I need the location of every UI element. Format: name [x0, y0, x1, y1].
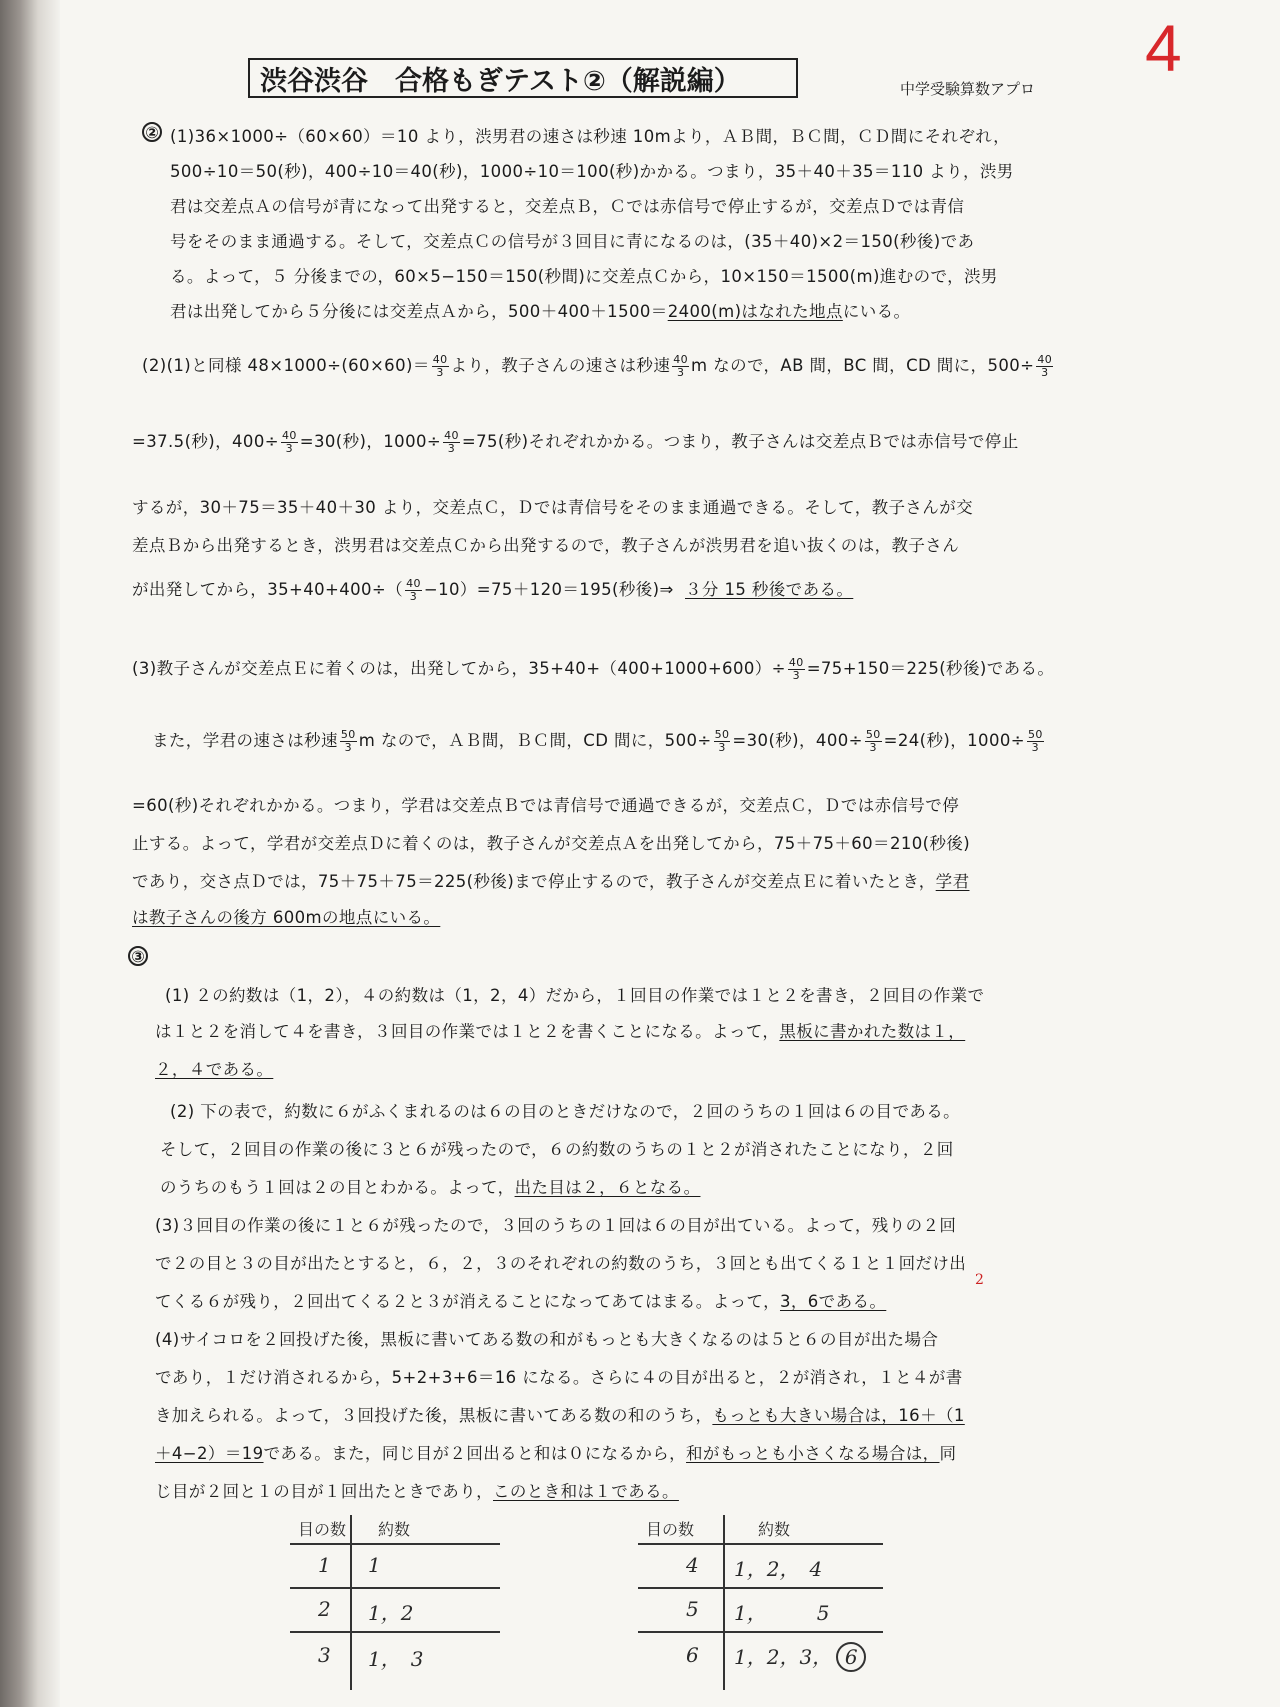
table-cell-divisors: 1，2: [368, 1601, 414, 1625]
text: =75+150＝225(秒後)である。: [806, 659, 1055, 678]
fraction: $\frac{50}{3}$: [865, 728, 881, 754]
text: 君は出発してから５分後には交差点Ａから，500＋400＋1500＝: [170, 302, 668, 321]
question-2-marker: ②: [142, 122, 162, 142]
table-rule: [723, 1515, 725, 1690]
q3-line-9: [155, 1288, 886, 1312]
text: m なので，ＡＢ間，ＢＣ間，CD 間に，500÷: [358, 731, 712, 750]
answer-underline: 出た目は２，６となる。: [514, 1178, 701, 1197]
text: にいる。: [842, 302, 911, 321]
answer-underline: 3，6である。: [779, 1292, 887, 1311]
fraction: $\frac{40}{3}$: [281, 429, 297, 455]
q2-p2-line-2: [132, 428, 1019, 455]
table-cell-divisors: 1， 5: [734, 1601, 830, 1625]
q3-line-5: そして，２回目の作業の後に３と６が残ったので，６の約数のうちの１と２が消されたことになり，２回: [160, 1140, 954, 1159]
table-cell-die: 3: [318, 1643, 331, 1667]
publisher-label: 中学受験算数アプロ: [900, 80, 1036, 98]
page-title: 渋谷渋谷 合格もぎテスト②（解説編）: [248, 58, 798, 98]
q3-line-11: であり，１だけ消されるから，5+2+3+6＝16 になる。さらに４の目が出ると，２が消され，１と４が書: [155, 1368, 963, 1387]
fraction: $\frac{50}{3}$: [340, 728, 356, 754]
q2-p1-line-2: 500÷10＝50(秒)，400÷10＝40(秒)，1000÷10＝100(秒)かかる。つまり，35＋40＋35＝110 より，渋男: [170, 162, 1014, 181]
table-cell-divisors: 1: [368, 1553, 381, 1577]
text: のうちのもう１回は２の目とわかる。よって，: [160, 1178, 515, 1197]
q3-line-2: [155, 1018, 965, 1042]
q2-p3-line-1: [132, 655, 1054, 682]
answer-underline: もっとも大きい場合は，16＋（1: [712, 1406, 965, 1425]
q3-line-7: (3)３回目の作業の後に１と６が残ったので，３回のうちの１回は６の目が出ている。よって，残りの２回: [155, 1216, 957, 1235]
table-cell-die: 4: [686, 1553, 699, 1577]
q2-p1-line-5: る。よって，５ 分後までの，60×5−150＝150(秒間)に交差点Ｃから，10×150＝1500(m)進むので，渋男: [170, 267, 998, 286]
table-cell-divisors: [734, 1641, 866, 1672]
divisor-table-right: [638, 1515, 888, 1695]
table-cell-die: 1: [318, 1553, 331, 1577]
q2-p1-line-4: 号をそのまま通過する。そして，交差点Ｃの信号が３回目に青になるのは，(35＋40)×2＝150(秒後)であ: [170, 232, 975, 251]
answer-underline: 学君: [935, 872, 970, 891]
table-header-die: 目の数: [646, 1520, 695, 1539]
table-cell-die: 2: [318, 1597, 331, 1621]
table-header-divisors: 約数: [758, 1520, 791, 1539]
table-cell-die: 6: [686, 1643, 699, 1667]
answer-underline: ３分 15 秒後である。: [685, 580, 854, 599]
table-rule: [290, 1543, 500, 1545]
text: =37.5(秒)，400÷: [132, 432, 279, 451]
q2-p1-line-3: 君は交差点Ａの信号が青になって出発すると，交差点Ｂ，Ｃでは赤信号で停止するが，交差点Ｄでは青信: [170, 197, 965, 216]
q3-line-4: (2) 下の表で，約数に６がふくまれるのは６の目のときだけなので，２回のうちの１回は６の目である。: [170, 1102, 961, 1121]
fraction: $\frac{40}{3}$: [1037, 353, 1053, 379]
text: き加えられる。よって，３回投げた後，黒板に書いてある数の和のうち，: [155, 1406, 713, 1425]
text: =24(秒)，1000÷: [883, 731, 1025, 750]
text: =75(秒)それぞれかかる。つまり，教子さんは交差点Ｂでは赤信号で停止: [461, 432, 1019, 451]
text: じ目が２回と１の目が１回出たときであり，: [155, 1482, 493, 1501]
q3-line-10: (4)サイコロを２回投げた後，黒板に書いてある数の和がもっとも大きくなるのは５と６の目が出た場合: [155, 1330, 939, 1349]
table-header-divisors: 約数: [378, 1520, 411, 1539]
handwritten-page-number: 4: [1145, 11, 1182, 85]
q3-line-3: ２，４である。: [155, 1060, 274, 1079]
answer-underline: 2400(m)はなれた地点: [667, 302, 843, 321]
table-rule: [290, 1631, 500, 1633]
text: m なので，AB 間，BC 間，CD 間に，500÷: [691, 356, 1035, 375]
text: (3)教子さんが交差点Ｅに着くのは，出発してから，35+40+（400+1000+600）÷: [132, 659, 786, 678]
q2-p1-line-1: (1)36×1000÷（60×60）＝10 より，渋男君の速さは秒速 10mより，ＡＢ間，ＢＣ間，ＣＤ間にそれぞれ，: [170, 127, 1011, 146]
text: −10）=75＋120＝195(秒後)⇒: [423, 580, 674, 599]
text: =30(秒)，1000÷: [299, 432, 442, 451]
text: である。また，同じ目が２回出ると和は０になるから，: [263, 1444, 687, 1463]
fraction: $\frac{50}{3}$: [1027, 728, 1043, 754]
table-cell-die: 5: [686, 1597, 699, 1621]
text: であり，交さ点Ｄでは，75＋75＋75＝225(秒後)まで停止するので，教子さんが交差点Ｅに着いたとき，: [132, 872, 936, 891]
q2-p3-line-4: 止する。よって，学君が交差点Ｄに着くのは，教子さんが交差点Ａを出発してから，75＋75＋60＝210(秒後): [132, 834, 971, 853]
q3-line-13: [155, 1440, 956, 1464]
text: より，教子さんの速さは秒速: [450, 356, 671, 375]
fraction: $\frac{40}{3}$: [444, 429, 459, 455]
text: は１と２を消して４を書き，３回目の作業では１と２を書くことになる。よって，: [155, 1022, 780, 1041]
red-correction-mark: 2: [975, 1272, 984, 1288]
answer-underline: 和がもっとも小さくなる場合は，: [686, 1444, 940, 1463]
q3-line-8: で２の目と３の目が出たとすると，６，２，３のそれぞれの約数のうち，３回とも出てくる１と１回だけ出: [155, 1254, 967, 1273]
q3-line-1: (1) ２の約数は（1，2），４の約数は（1，2，4）だから，１回目の作業では１と２を書き，２回目の作業で: [165, 986, 985, 1005]
worksheet-page: [60, 0, 1280, 1707]
fraction: $\frac{40}{3}$: [788, 656, 804, 682]
answer-underline: 黒板に書かれた数は１，: [779, 1022, 966, 1041]
fraction: $\frac{40}{3}$: [673, 353, 689, 379]
q2-p3-line-6: は教子さんの後方 600mの地点にいる。: [132, 908, 441, 927]
fraction: $\frac{40}{3}$: [406, 577, 421, 603]
text: てくる６が残り，２回出てくる２と３が消えることになってあてはまる。よって，: [155, 1292, 780, 1311]
circled-six: 6: [836, 1642, 866, 1672]
table-header-die: 目の数: [298, 1520, 347, 1539]
table-cell-divisors: 1，2， 4: [734, 1557, 823, 1581]
text: また，学君の速さは秒速: [152, 731, 338, 750]
q2-p2-line-3: するが，30＋75＝35＋40＋30 より，交差点Ｃ，Ｄでは青信号をそのまま通過できる。そして，教子さんが交: [132, 498, 973, 517]
q2-p2-line-4: 差点Ｂから出発するとき，渋男君は交差点Ｃから出発するので，教子さんが渋男君を追い抜くのは，教子さん: [132, 536, 960, 555]
text: 1，2，3，: [734, 1645, 833, 1669]
table-rule: [350, 1515, 352, 1690]
text: (2)(1)と同様 48×1000÷(60×60)＝: [142, 356, 430, 375]
text: が出発してから，35+40+400÷（: [132, 580, 404, 599]
table-rule: [638, 1631, 883, 1633]
answer-underline: このとき和は１である。: [493, 1482, 679, 1501]
question-3-marker: ③: [128, 946, 148, 966]
fraction: $\frac{40}{3}$: [432, 353, 448, 379]
table-cell-divisors: 1， 3: [368, 1647, 424, 1671]
table-rule: [290, 1587, 500, 1589]
q3-line-14: [155, 1478, 679, 1502]
q2-p3-line-5: [132, 868, 969, 892]
answer-underline: ＋4−2）＝19: [155, 1444, 264, 1463]
table-rule: [638, 1587, 883, 1589]
q2-p3-line-3: =60(秒)それぞれかかる。つまり，学君は交差点Ｂでは青信号で通過できるが，交差点Ｃ，Ｄでは赤信号で停: [132, 796, 960, 815]
q3-line-6: [160, 1174, 700, 1198]
q2-p2-line-1: [142, 352, 1055, 379]
text: =30(秒)，400÷: [732, 731, 863, 750]
divisor-table-left: [290, 1515, 500, 1695]
text: 同: [939, 1444, 957, 1463]
fraction: $\frac{50}{3}$: [714, 728, 730, 754]
table-rule: [638, 1543, 883, 1545]
q2-p3-line-2: [152, 727, 1046, 754]
q2-p1-line-6: [170, 298, 910, 322]
q2-p2-line-5: [132, 576, 853, 603]
q3-line-12: [155, 1402, 965, 1426]
